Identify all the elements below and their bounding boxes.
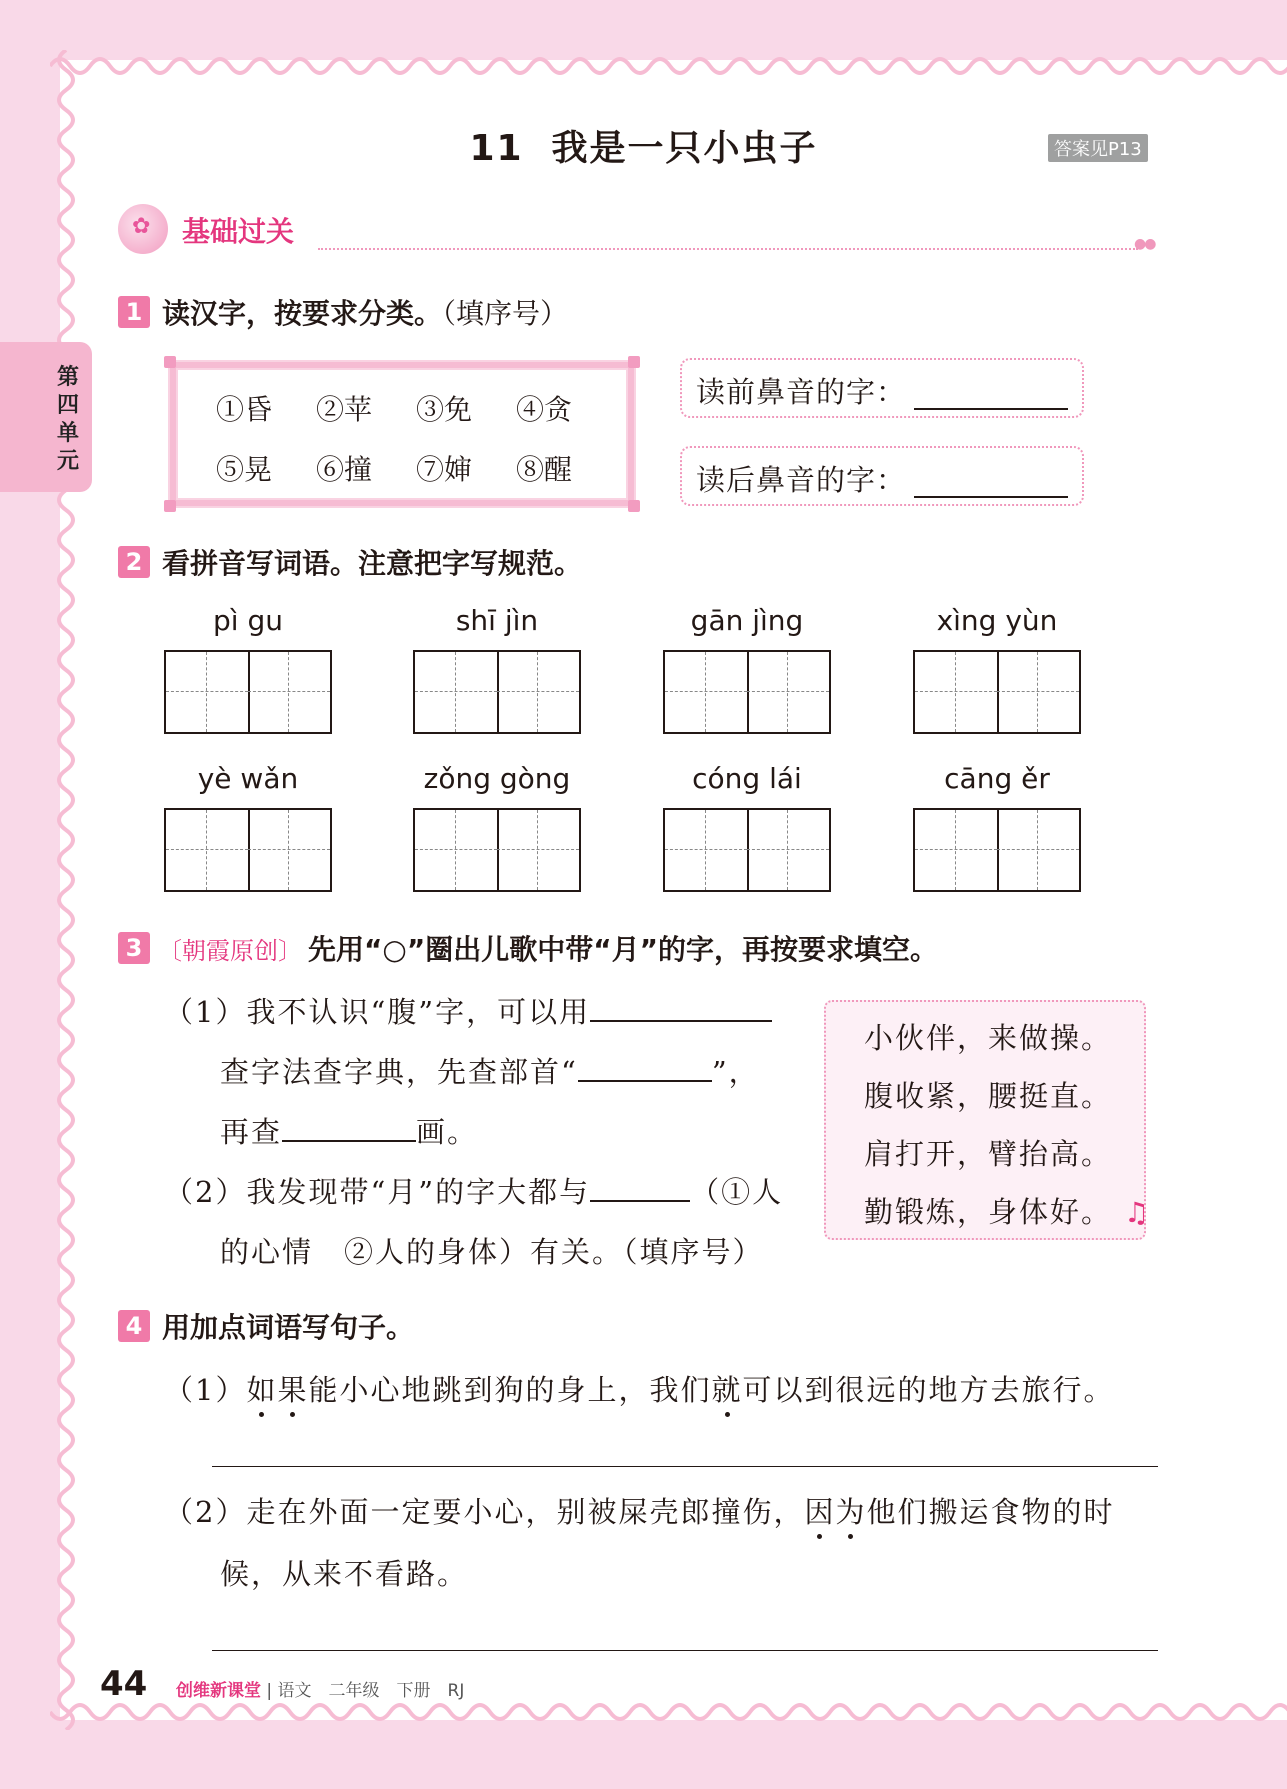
q4-s1-prefix: （1） [164,1373,247,1407]
question-1-text [162,292,568,332]
gramophone-icon: ♫ [1124,1196,1150,1229]
q4-s1-suffix: 可以到很远的地方去旅行。 [742,1373,1115,1407]
writing-grid[interactable] [164,808,332,892]
section-label: 基础过关 [182,215,295,248]
pinyin-label: yè wǎn [197,762,299,795]
q3-part2-line2: 的心情 ②人的身体）有关。（填序号） [220,1235,764,1269]
lesson-number: 11 [469,128,524,169]
q4-s2-prefix: （2）走在外面一定要小心，别被屎壳郎撞伤， [164,1495,805,1529]
front-nasal-blank[interactable] [914,408,1068,410]
char-item: ⑤晃 [216,453,273,486]
corner-decoration [628,500,640,512]
char-item: ①昏 [216,393,273,426]
q1-paren: （填序号） [442,297,569,330]
char-item: ③免 [416,393,473,426]
unit-label: 第四单元 [56,365,79,474]
dotted-divider [318,248,1138,250]
char-item: ②苹 [316,393,373,426]
front-nasal-label: 读前鼻音的字： [696,375,907,409]
dotted-char: 如 [246,1373,278,1407]
answer-reference-tag: 答案见P13 [1048,134,1148,162]
q4-s1-middle: 能小心地跳到狗的身上，我们 [308,1373,712,1407]
rhyme-line[interactable]: 勤锻炼，身体好。 [864,1195,1113,1229]
stroke-count-blank[interactable] [282,1112,416,1142]
dotted-char: 果 [277,1373,309,1407]
unit-side-tab [0,342,92,492]
q4-s2-suffix: 他们搬运食物的时 [866,1495,1115,1529]
pinyin-label: gān jìng [690,604,804,637]
writing-grid[interactable] [913,650,1081,734]
char-item: ⑥撞 [316,453,373,486]
dotted-char: 为 [835,1495,867,1529]
rhyme-line[interactable]: 小伙伴，来做操。 [864,1021,1113,1055]
question-2-number: 2 [118,546,150,578]
q3-part1-line3 [220,1110,478,1151]
pinyin-label: zǒng gòng [423,762,571,795]
corner-decoration [628,356,640,368]
writing-grid[interactable] [413,808,581,892]
wavy-border-left [46,50,80,1730]
q4-sentence-2 [164,1490,1115,1531]
question-1-number: 1 [118,296,150,328]
q3-p2-text-a1: （2）我发现带“月”的字大都与 [164,1175,591,1209]
wavy-border-top [50,46,1287,80]
lookup-method-blank[interactable] [590,992,772,1022]
writing-grid[interactable] [663,808,831,892]
back-nasal-box [680,446,1084,506]
wavy-border-bottom [50,1698,1287,1732]
char-item: ④贪 [516,393,573,426]
question-4-text: 用加点词语写句子。 [162,1311,415,1344]
pinyin-label: xìng yùn [936,604,1058,637]
lesson-title: 我是一只小虫子 [551,128,818,169]
question-3-text [158,928,938,968]
corner-decoration [164,500,176,512]
dotted-char: 因 [804,1495,836,1529]
char-item: ⑦婶 [416,453,473,486]
q3-p2-text-a2: （①人 [690,1175,784,1209]
q3-part1-line2 [220,1050,760,1091]
question-2-text: 看拼音写词语。注意把字写规范。 [162,547,583,580]
footer-info [176,1676,464,1701]
writing-grid[interactable] [164,650,332,734]
dotted-char: 就 [711,1373,743,1407]
q4-sentence-2-line2: 候，从来不看路。 [220,1557,469,1591]
pinyin-label: pì gu [213,604,283,637]
back-nasal-blank[interactable] [914,496,1068,498]
character-grid [216,388,616,488]
front-nasal-box [680,358,1084,418]
q3-part1-line1 [164,990,772,1031]
radical-blank[interactable] [578,1052,712,1082]
section-heading [118,200,1158,256]
q3-p1-text-c2: 画。 [416,1115,479,1149]
footer-book-info: | 语文 二年级 下册 RJ [266,1681,465,1701]
writing-grid[interactable] [663,650,831,734]
answer-line-1[interactable] [212,1466,1158,1467]
dots-decoration: ●● [1134,236,1155,252]
q3-part2-line1 [164,1170,783,1211]
corner-decoration [164,356,176,368]
pinyin-label: cāng ěr [944,762,1050,795]
flower-icon: ✿ [132,214,151,239]
q3-p1-text-b1: 查字法查字典，先查部首“ [220,1055,578,1089]
answer-line-2[interactable] [212,1650,1158,1651]
original-tag: 〔朝霞原创〕 [158,937,302,965]
q4-sentence-1 [164,1368,1115,1409]
q3-instruction: 先用“○”圈出儿歌中带“月”的字，再按要求填空。 [308,933,939,966]
q3-p1-text-a: （1）我不认识“腹”字，可以用 [164,995,591,1029]
question-4-number: 4 [118,1310,150,1342]
rhyme-line[interactable]: 肩打开，臂抬高。 [864,1137,1113,1171]
writing-grid[interactable] [913,808,1081,892]
char-item: ⑧醒 [516,453,573,486]
back-nasal-label: 读后鼻音的字： [696,463,907,497]
page-number: 44 [100,1664,148,1704]
choice-blank[interactable] [590,1172,690,1202]
pinyin-label: cóng lái [692,762,802,795]
q3-p1-text-c1: 再查 [220,1115,283,1149]
writing-grid[interactable] [413,650,581,734]
character-box [170,362,634,506]
question-3-number: 3 [118,932,150,964]
q3-p1-text-b2: ”， [711,1055,760,1089]
pinyin-label: shī jìn [455,604,539,637]
nursery-rhyme-box [824,1000,1146,1240]
footer-brand: 创维新课堂 [176,1681,261,1701]
rhyme-line[interactable]: 腹收紧，腰挺直。 [864,1079,1113,1113]
q1-instruction: 读汉字，按要求分类。 [162,297,443,330]
